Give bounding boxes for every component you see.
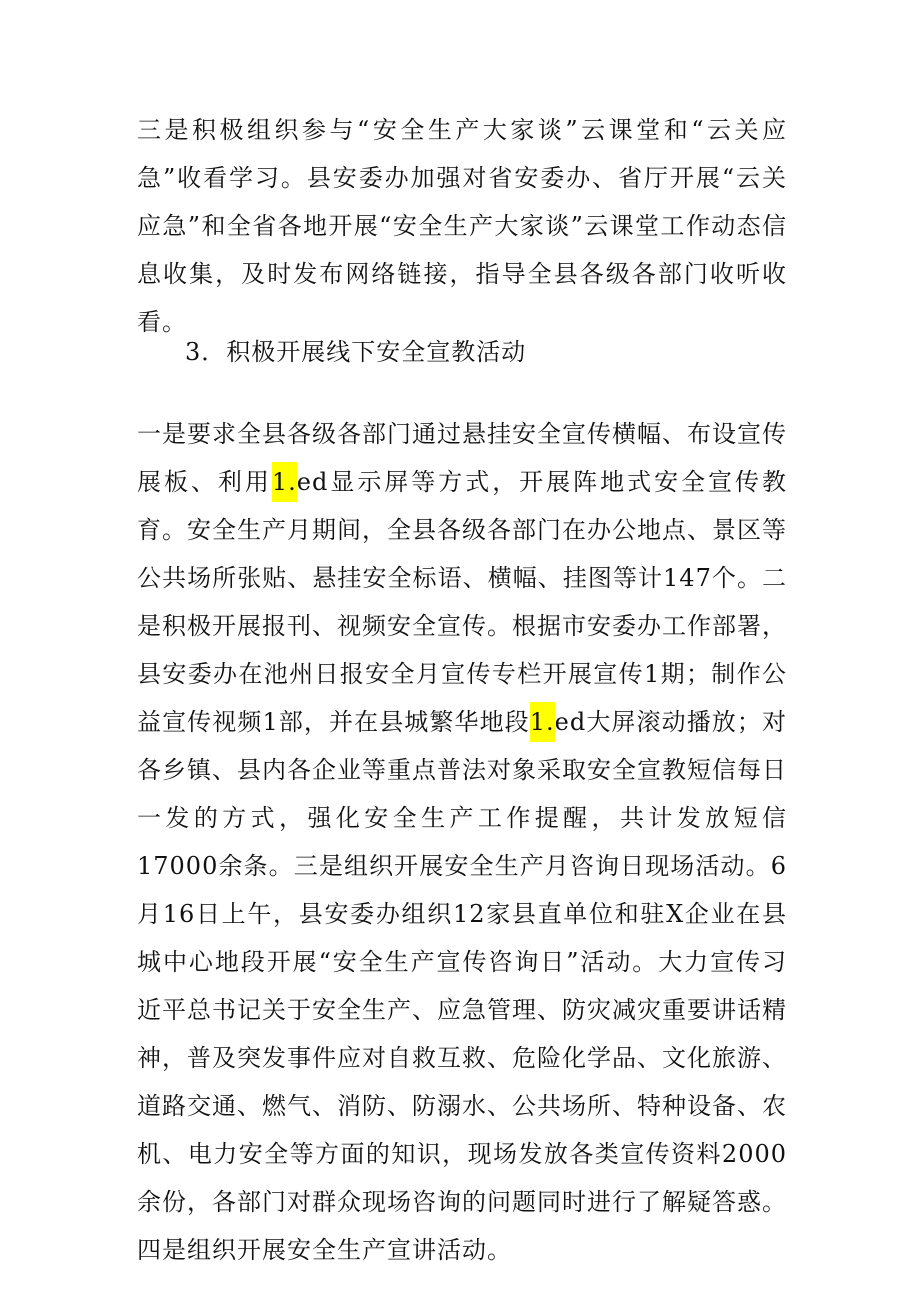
section-heading: 3．积极开展线下安全宣教活动 [185, 338, 527, 366]
highlighted-text: 1. [530, 702, 555, 742]
paragraph-text-part3: ed大屏滚动播放；对各乡镇、县内各企业等重点普法对象采取安全宣教短信每日一发的方式，强化安全生产工作提醒，共计发放短信17000余条。三是组织开展安全生产月咨询日现场活动。6月16日上午，县安委办组织12家县直单位和驻X企业在县城中心地段开展“安全生产宣传咨询日”活动。大力宣传习近平总书记关于安全生产、应急管理、防灾减灾重要讲话精神，普及突发事件应对自救互救、危险化学品、文化旅游、道路交通、燃气、消防、防溺水、公共场所、特种设备、农机、电力安全等方面的知识，现场发放各类宣传资料2000余份，各部门对群众现场咨询的问题同时进行了解疑答惑。四是组织开展安全生产宣讲活动。 [137, 708, 787, 1264]
highlighted-text: 1. [272, 462, 297, 502]
paragraph-text-part1: 一是要求全县各级各部门通过悬挂安全宣传横幅、布设宣传展板、利用 [137, 420, 787, 496]
paragraph-offline-activities [137, 410, 787, 1274]
paragraph-text-part2: ed显示屏等方式，开展阵地式安全宣传教育。安全生产月期间，全县各级各部门在办公地点、景区等公共场所张贴、悬挂安全标语、横幅、挂图等计147个。二是积极开展报刊、视频安全宣传。根据市安委办工作部署，县安委办在池州日报安全月宣传专栏开展宣传1期；制作公益宣传视频1部，并在县城繁华地段 [137, 468, 787, 736]
paragraph-cloud-classroom: 三是积极组织参与“安全生产大家谈”云课堂和“云关应急”收看学习。县安委办加强对省安委办、省厅开展“云关应急”和全省各地开展“安全生产大家谈”云课堂工作动态信息收集，及时发布网络链接，指导全县各级各部门收听收看。 [137, 116, 787, 336]
